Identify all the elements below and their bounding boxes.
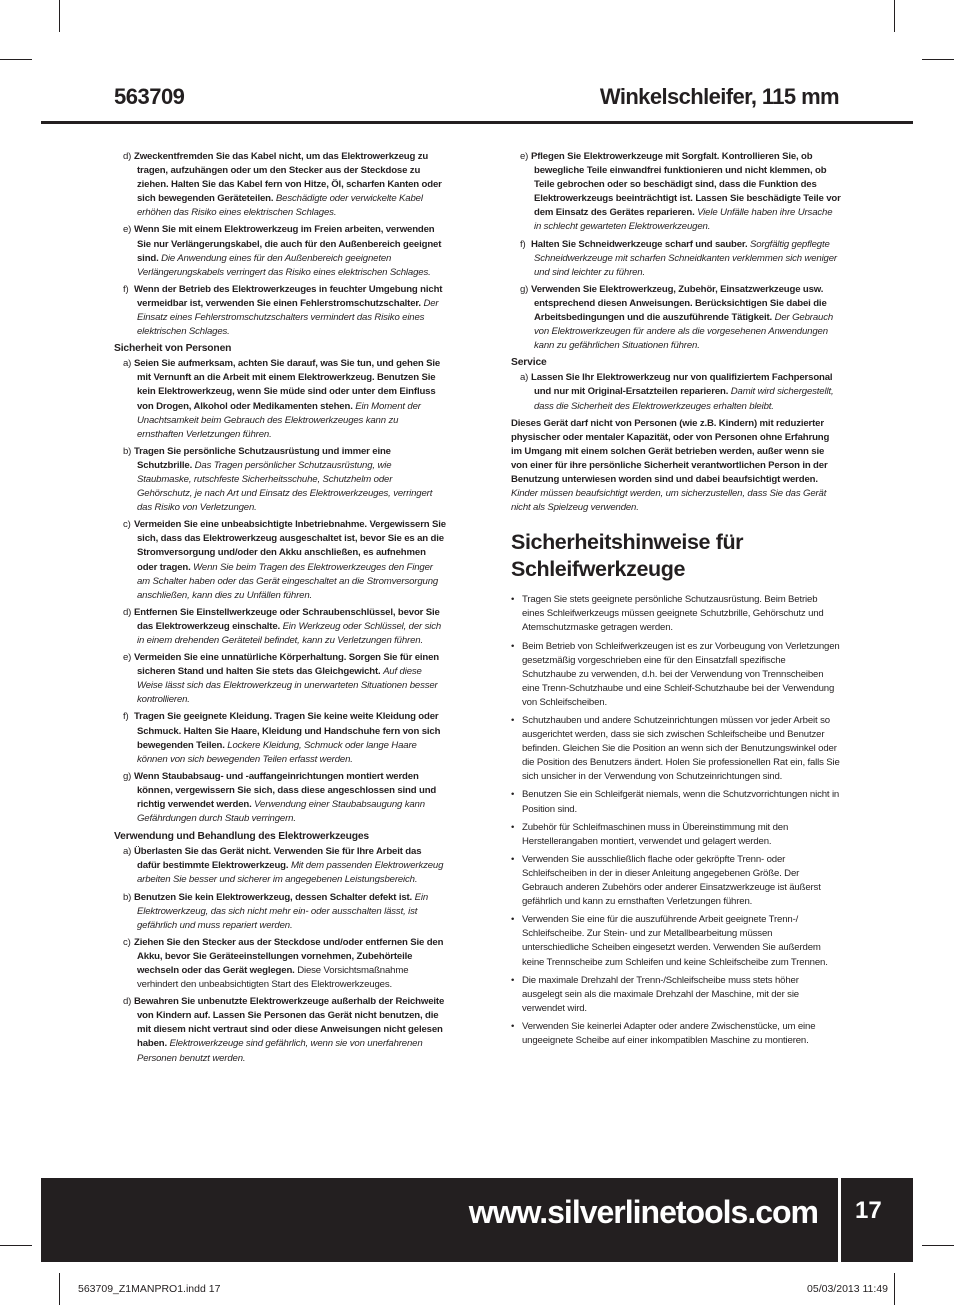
list-item — [114, 995, 447, 1065]
crop-mark — [922, 1245, 954, 1246]
list-item — [114, 283, 447, 339]
item-label: e) — [123, 224, 132, 236]
item-explanation: Wenn Sie beim Tragen des Elektrowerkzeuges den Finger am Schalter haben oder das Gerät eingeschaltet an die Stromversorgung anschließen, kann dies zu Unfällen führen. — [137, 561, 439, 601]
list-item — [114, 651, 447, 707]
list-item — [511, 283, 841, 353]
left-intro-list — [114, 150, 447, 339]
left-column — [114, 150, 447, 1069]
tool-use-list — [114, 845, 447, 1065]
item-instruction: Wenn Sie mit einem Elektrowerkzeug im Freien arbeiten, verwenden Sie nur Verlängerungskabel, die auch für den Außenbereich geeignet sind. — [134, 224, 442, 264]
item-explanation: Damit wird sichergestellt, dass die Sicherheit des Elektrowerkzeuges erhalten bleibt. — [534, 386, 834, 412]
item-explanation: Auf diese Weise lässt sich das Elektrowerkzeug in unerwarteten Situationen besser kontrollieren. — [137, 666, 438, 706]
item-label: f) — [123, 711, 129, 723]
personal-safety-list — [114, 357, 447, 826]
list-item — [114, 710, 447, 766]
right-column — [511, 150, 841, 1052]
item-label: b) — [123, 891, 132, 903]
list-item — [114, 891, 447, 933]
page-number-box — [841, 1178, 913, 1262]
website-link[interactable]: www.silverlinetools.com — [468, 1194, 818, 1230]
item-explanation: Die Anwendung eines für den Außenbereich geeigneten Verlängerungskabels verringert das Risiko eines elektrischen Schlages. — [137, 252, 431, 278]
bullet-icon: • — [511, 715, 515, 726]
print-slug-date: 05/03/2013 11:49 — [807, 1283, 888, 1295]
section-title-service: Service — [511, 357, 547, 369]
list-item — [114, 223, 447, 279]
bullet-text: Verwenden Sie ausschließlich flache oder gekröpfte Trenn- oder Schleifscheiben in der in dieser Anleitung angegebenen Größe. Der Gebrauch anderen Zubehörs oder anderer Einsatzwerkzeuge ist äußerst gefährlich und kann zu ernsthaften Verletzungen führen. — [522, 853, 821, 908]
bullet-text: Verwenden Sie keinerlei Adapter oder andere Zwischenstücke, um eine ungeeignete Scheibe auf einer inkompatiblen Maschine zu montieren. — [522, 1020, 816, 1046]
item-label: e) — [123, 652, 132, 664]
item-label: a) — [520, 372, 529, 384]
item-explanation: Sorgfältig gepflegte Schneidwerkzeuge mit scharfen Schneidkanten verklemmen sich weniger und sind leichter zu führen. — [534, 238, 837, 278]
item-instruction: Benutzen Sie kein Elektrowerkzeug, dessen Schalter defekt ist. — [134, 891, 413, 903]
item-label: a) — [123, 846, 132, 858]
bullet-item — [511, 853, 841, 909]
item-instruction: Wenn der Betrieb des Elektrowerkzeuges in feuchter Umgebung nicht vermeidbar ist, verwenden Sie einen Fehlerstromschutzschalter. — [134, 283, 443, 309]
bullet-item — [511, 714, 841, 784]
bullet-text: Beim Betrieb von Schleifwerkzeugen ist es zur Vorbeugung von Verletzungen gesetzmäßig vorgeschrieben eine für den Einsatzfall spezifische Schutzhaube zu verwenden, d.h. bei der Verwendung von Trennscheiben eine Trenn-Schutzhaube und eine Schleif-Schutzhaube bei der Verwendung von Schleifscheiben. — [522, 640, 840, 708]
list-item — [114, 936, 447, 992]
list-item — [114, 845, 447, 887]
item-instruction: Tragen Sie persönliche Schutzausrüstung und immer eine Schutzbrille. — [134, 445, 391, 471]
bullet-icon: • — [511, 594, 515, 606]
item-instruction: Vermeiden Sie eine unnatürliche Körperhaltung. Sorgen Sie für einen sicheren Stand und halten Sie stets das Gleichgewicht. — [134, 652, 440, 678]
crop-mark — [59, 1273, 60, 1305]
list-item — [114, 518, 447, 603]
bullet-text: Zubehör für Schleifmaschinen muss in Übereinstimmung mit den Herstellerangaben montiert, verwendet und gelagert werden. — [522, 821, 789, 847]
header-rule — [41, 121, 913, 124]
service-list — [511, 371, 841, 413]
item-label: c) — [123, 936, 131, 948]
item-instruction: Tragen Sie geeignete Kleidung. Tragen Sie keine weite Kleidung oder Schmuck. Halten Sie Haare, Kleidung und Handschuhe fern von sich bewegenden Teilen. — [134, 711, 441, 751]
list-item — [511, 150, 841, 235]
notice-bold: Dieses Gerät darf nicht von Personen (wie z.B. Kindern) mit reduzierter physischer oder mentaler Kapazität, oder von Personen ohne Erfahrung im Umgang mit einem solchen Gerät betrieben werden, außer wenn sie von einer für ihre persönliche Sicherheit verantwortlichen Person in der Benutzung unterwiesen worden sind und dabei beaufsichtigt werden. — [511, 417, 830, 485]
product-code: 563709 — [114, 84, 185, 109]
bullet-text: Schutzhauben und andere Schutzeinrichtungen müssen vor jeder Arbeit so ausgerichtet werden, dass sie sich zwischen Schleifscheibe und Benutzer befinden. Gleichen Sie die Position an wenn sich der Benutzungswinkel oder die Position des Benutzers ändert. Holen Sie professionellen Rat ein, falls Sie sich unsicher in der Verwendung von Schutzeinrichtungen sind. — [522, 715, 840, 783]
item-explanation: Diese Vorsichtsmaßnahme verhindert den unbeabsichtigten Start des Elektrowerkzeuges. — [137, 964, 409, 991]
item-instruction: Pflegen Sie Elektrowerkzeuge mit Sorgfalt. Kontrollieren Sie, ob bewegliche Teile einwandfrei funktionieren und nicht klemmen, ob Teile gebrochen oder so beschädigt sind, dass die Funktion des Elektrowerkzeugs beeinträchtigt ist. Lassen Sie beschädigte Teile vor dem Einsatz des Gerätes reparieren. — [531, 151, 841, 219]
list-item — [114, 357, 447, 442]
bullet-item — [511, 593, 841, 635]
item-instruction: Vermeiden Sie eine unbeabsichtigte Inbetriebnahme. Vergewissern Sie sich, dass das Elektrowerkzeug ausgeschaltet ist, bevor Sie es an die Stromversorgung und/oder den Akku anschließen, es aufnehmen oder tragen. — [134, 519, 446, 573]
item-label: b) — [123, 445, 132, 457]
print-slug-file: 563709_Z1MANPRO1.indd 17 — [78, 1283, 221, 1295]
item-instruction: Überlasten Sie das Gerät nicht. Verwenden Sie für Ihre Arbeit das dafür bestimmte Elektrowerkzeug. — [134, 846, 422, 872]
crop-mark — [0, 1245, 32, 1246]
item-label: d) — [123, 151, 132, 162]
crop-mark — [894, 0, 895, 32]
bullet-item — [511, 1020, 841, 1048]
item-explanation: Der Gebrauch von Elektrowerkzeugen für andere als die vorgesehenen Anwendungen kann zu gefährlichen Situationen führen. — [534, 312, 834, 352]
bullet-icon: • — [511, 974, 515, 986]
item-label: g) — [123, 770, 132, 782]
item-explanation: Ein Elektrowerkzeug, das sich nicht mehr ein- oder ausschalten lässt, ist gefährlich und muss repariert werden. — [137, 891, 429, 931]
crop-mark — [922, 59, 954, 60]
right-intro-list — [511, 150, 841, 353]
bullet-item — [511, 974, 841, 1016]
bullet-text: Die maximale Drehzahl der Trenn-/Schleifscheibe muss stets höher ausgelegt sein als die maximale Drehzahl der Maschine, mit der sie verwendet wird. — [522, 974, 799, 1014]
item-instruction: Wenn Staubabsaug- und -auffangeinrichtungen montiert werden können, vergewissern Sie sich, dass diese angeschlossen sind und richtig verwendet werden. — [134, 770, 437, 811]
item-instruction: Zweckentfremden Sie das Kabel nicht, um das Elektrowerkzeug zu tragen, aufzuhängen oder um den Stecker aus der Steckdose zu ziehen. Halten Sie das Kabel fern von Hitze, Öl, scharfen Kanten oder sich bewegenden Geräteteilen. — [134, 151, 442, 205]
item-instruction: Halten Sie Schneidwerkzeuge scharf und sauber. — [531, 238, 748, 250]
notice-italic: Kinder müssen beaufsichtigt werden, um sicherzustellen, dass Sie das Gerät nicht als Spielzeug verwenden. — [511, 488, 827, 514]
item-label: a) — [123, 358, 132, 370]
grinding-safety-list — [511, 593, 841, 1048]
item-instruction: Lassen Sie Ihr Elektrowerkzeug nur von qualifiziertem Fachpersonal und nur mit Original-Ersatzteilen reparieren. — [531, 372, 833, 398]
item-instruction: Verwenden Sie Elektrowerkzeug, Zubehör, Einsatzwerkzeuge usw. entsprechend diesen Anweisungen. Berücksichtigen Sie dabei die Arbeitsbedingungen und die auszuführende Tätigkeit. — [531, 283, 827, 324]
footer-bar — [41, 1178, 838, 1262]
list-item — [114, 445, 447, 515]
item-instruction: Bewahren Sie unbenutzte Elektrowerkzeuge außerhalb der Reichweite von Kindern auf. Lassen Sie Personen das Gerät nicht benutzen, die mit diesem nicht vertraut sind oder diese Anweisungen nicht gelesen haben. — [134, 996, 445, 1050]
item-label: f) — [520, 238, 526, 250]
list-item — [114, 150, 447, 220]
list-item — [114, 770, 447, 826]
item-explanation: Das Tragen persönlicher Schutzausrüstung, wie Staubmaske, rutschfeste Sicherheitsschuhe, Schutzhelm oder Gehörschutz, je nach Art und Einsatz des Elektrowerkzeuges, verringert das Risiko von Verletzungen. — [137, 459, 433, 514]
item-explanation: Ein Moment der Unachtsamkeit beim Gebrauch des Elektrowerkzeuges kann zu ernsthaften Verletzungen führen. — [137, 400, 421, 440]
section-title-tool-use: Verwendung und Behandlung des Elektrowerkzeuges — [114, 831, 369, 843]
bullet-icon: • — [511, 789, 515, 801]
notice-paragraph — [511, 417, 841, 516]
item-explanation: Verwendung einer Staubabsaugung kann Gefährdungen durch Staub verringern. — [137, 799, 425, 825]
bullet-item — [511, 788, 841, 816]
bullet-icon: • — [511, 853, 515, 865]
item-label: d) — [123, 996, 132, 1008]
bullet-icon: • — [511, 914, 515, 926]
bullet-text: Tragen Sie stets geeignete persönliche Schutzausrüstung. Beim Betrieb eines Schleifwerkzeugs müssen geeignete Schutzbrille, Gehörschutz und Atemschutzmaske getragen werden. — [522, 594, 824, 634]
section-title-personal-safety: Sicherheit von Personen — [114, 343, 232, 355]
item-explanation: Viele Unfälle haben ihre Ursache in schlecht gewarteten Elektrowerkzeugen. — [534, 207, 833, 233]
grinding-safety-heading: Sicherheitshinweise für Schleifwerkzeuge — [511, 530, 744, 582]
crop-mark — [59, 0, 60, 32]
item-explanation: Lockere Kleidung, Schmuck oder lange Haare können von sich bewegenden Teilen erfasst werden. — [137, 739, 417, 765]
item-explanation: Der Einsatz eines Fehlerstromschutzschalters vermindert das Risiko eines elektrischen Schlages. — [137, 297, 439, 338]
item-instruction: Entfernen Sie Einstellwerkzeuge oder Schraubenschlüssel, bevor Sie das Elektrowerkzeug einschalte. — [134, 606, 440, 632]
item-label: f) — [123, 283, 129, 295]
bullet-item — [511, 821, 841, 849]
crop-mark — [894, 1273, 895, 1305]
list-item — [114, 606, 447, 648]
item-explanation: Elektrowerkzeuge sind gefährlich, wenn sie von unerfahrenen Personen benutzt werden. — [137, 1038, 423, 1064]
bullet-item — [511, 640, 841, 710]
page-number: 17 — [855, 1197, 882, 1224]
item-explanation: Ein Werkzeug oder Schlüssel, der sich in einem drehenden Geräteteil befindet, kann zu Verletzungen führen. — [137, 620, 442, 646]
bullet-icon: • — [511, 821, 515, 833]
item-explanation: Beschädigte oder verwickelte Kabel erhöhen das Risiko eines elektrischen Schlages. — [137, 193, 423, 219]
bullet-text: Benutzen Sie ein Schleifgerät niemals, wenn die Schutzvorrichtungen nicht in Position sind. — [522, 789, 840, 815]
item-label: d) — [123, 606, 132, 618]
item-label: c) — [123, 519, 131, 531]
item-label: e) — [520, 151, 529, 162]
bullet-icon: • — [511, 640, 515, 652]
item-label: g) — [520, 283, 529, 295]
document-title: Winkelschleifer, 115 mm — [599, 84, 839, 109]
item-instruction: Ziehen Sie den Stecker aus der Steckdose und/oder entfernen Sie den Akku, bevor Sie Geräteeinstellungen vornehmen, Zubehörteile wechseln oder das Gerät weglegen. — [134, 936, 444, 976]
list-item — [511, 238, 841, 280]
list-item — [511, 371, 841, 413]
crop-mark — [0, 59, 32, 60]
bullet-item — [511, 913, 841, 969]
bullet-icon: • — [511, 1020, 515, 1032]
bullet-text: Verwenden Sie eine für die auszuführende Arbeit geeignete Trenn-/ Schleifscheibe. Zur Stein- und zur Metallbearbeitung müssen unterschiedliche Scheiben eingesetzt werden. Verwenden Sie außerdem keine Trennscheibe zum Schleifen und keine Schleifscheibe zum Trennen. — [522, 914, 828, 968]
item-instruction: Seien Sie aufmerksam, achten Sie darauf, was Sie tun, und gehen Sie mit Vernunft an die Arbeit mit einem Elektrowerkzeug. Benutzen Sie kein Elektrowerkzeug, wenn Sie müde sind oder unter dem Einfluss von Drogen, Alkohol oder Medikamenten stehen. — [134, 358, 441, 412]
item-explanation: Mit dem passenden Elektrowerkzeug arbeiten Sie besser und sicherer im angegebenen Leistungsbereich. — [137, 860, 444, 886]
